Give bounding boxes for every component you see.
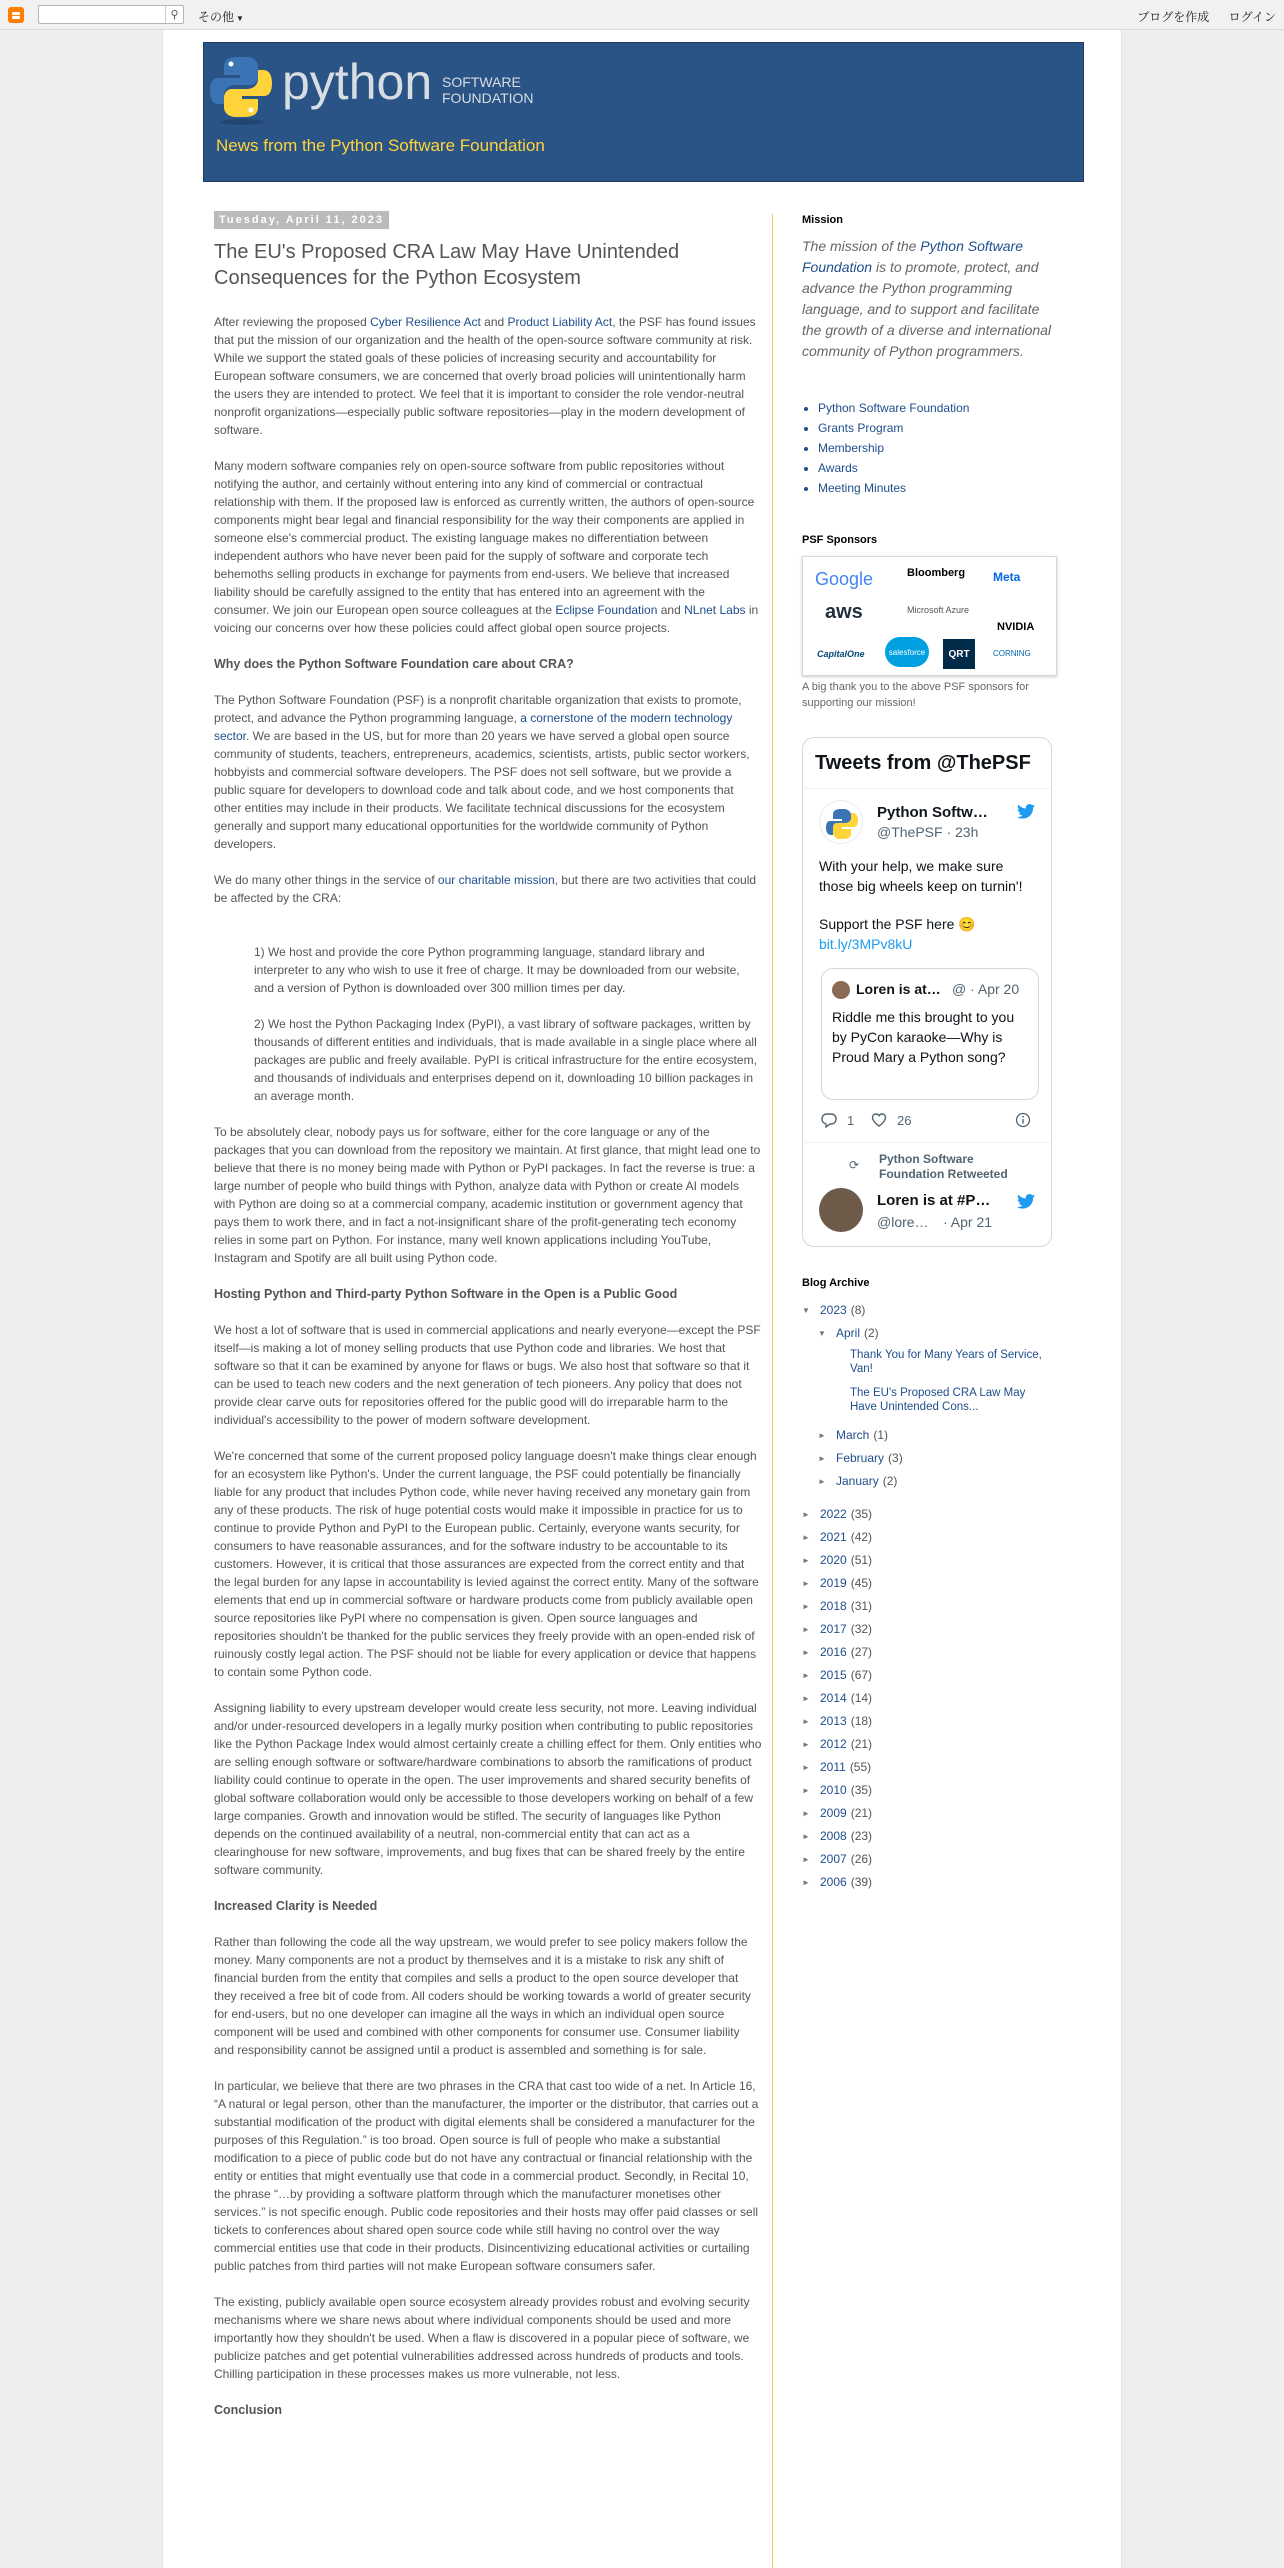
post-paragraph: In particular, we believe that there are two phrases in the CRA that cast too wide of a net. In Article 16, “A natural or legal person, other than the manufacturer, the importer or the distributor, that carries out a substantial modification of the product with digital elements shall be considered a manufacturer for the purposes of this Regulation.” is too broad. Open source is full of people who make a substantial modification to a piece of public code but do not have any contractual or financial relationship with the entity or entities that might eventually use that code in a commercial product. Secondly, in Recital 10, the phrase “…by providing a software platform through which the manufacturer monetises other services.” is not specific enough. Public code repositories and their hosts may offer paid classes or sell tickets to conferences about shared open source code while still having no control over the way commercial entities use that code in their products. Disincentivizing educational activities or curtailing public patches from third parties will not make European software consumers safer. (214, 2079, 759, 2273)
sponsor-corning: CORNING (993, 649, 1031, 658)
archive-month-march[interactable]: ► March (1) (802, 1424, 1052, 1447)
collapsed-toggle-icon[interactable]: ► (802, 1694, 810, 1703)
chevron-down-icon: ▼ (236, 14, 244, 23)
archive-year-count: (18) (850, 1714, 873, 1728)
sidebar-link-grants[interactable]: • Grants Program (818, 418, 1052, 438)
sponsor-google: Google (815, 569, 874, 589)
collapsed-toggle-icon[interactable]: ► (802, 1832, 810, 1841)
archive-year-count: (51) (850, 1553, 873, 1567)
python-logo-icon (210, 57, 272, 125)
more-menu-label: その他 (198, 10, 235, 24)
post-paragraph: Assigning liability to every upstream developer would create less security, not more. Leaving individual and/or under-resourced developers in a legally murky position when contributing to public repositories like the Python Package Index would almost certainly create a chilling effect for them. Only entities who are selling enough software or software/hardware combinations to absorb the ramifications of product liability could continue to operate in the open. The user improvements and shared security benefits of global software collaboration would only be accessible to those developers working on behalf of a few large companies. Growth and innovation would be stifled. The security of languages like Python depends on the continued availability of a neutral, non-commercial entity that can act as a clearinghouse for new software, improvements, and bug fixes that can be shared freely by the entire software community. (214, 1701, 762, 1877)
collapsed-toggle-icon[interactable]: ► (802, 1533, 810, 1542)
collapsed-toggle-icon[interactable]: ► (802, 1717, 810, 1726)
archive-year-2014[interactable] (802, 1687, 1052, 1710)
archive-years (802, 1503, 1052, 1894)
link-cornerstone[interactable]: a cornerstone of the modern technology sector (214, 711, 733, 743)
twitter-bird-icon[interactable] (1017, 1194, 1035, 1213)
post-paragraph: We're concerned that some of the current proposed policy language doesn't make things clear enough for an ecosystem like Python's. Under the current language, the PSF could potentially be financially liable for any product that includes Python code, while never having received any monetary gain from any of these products. The risk of huge potential costs would make it impossible in practice for us to continue to provide Python and PyPI to the European public. Certainly, everyone wants security, for consumers to have reasonable assurances, and for the software industry to be accountable to its customers. However, it is critical that those assurances are expected from the correct entity and that the legal burden for any lapse in accountability is levied against the correct entity. Many of the software elements that end up in commercial software or hardware products come from publicly available open source repositories like PyPI where no compensation is given. Open source languages and repositories shouldn't be thanked for the public services they freely provide with an open-ended risk of ruinously costly legal action. The PSF should not be liable for every application or device that happens to contain some Python code. (214, 1449, 759, 1679)
archive-year-2015[interactable] (802, 1664, 1052, 1687)
archive-year-link[interactable]: 2008 (820, 1829, 847, 1843)
retweet-icon: ⟳ (849, 1158, 860, 1172)
like-count: 26 (897, 1113, 912, 1128)
sponsor-aws: aws (825, 601, 863, 623)
collapsed-toggle-icon: ► (818, 1454, 826, 1463)
collapsed-toggle-icon[interactable]: ► (802, 1878, 810, 1887)
post-paragraph: To be absolutely clear, nobody pays us for software, either for the core language or any of the packages that you can download from the repository we maintain. At first glance, that might lead one to believe that there is no money being made with Python or PyPI packages. In fact the reverse is true: a large number of people who build things with Python, analyze data with Python or create AI models with Python are doing so at a commercial company, academic institution or government agency that pays them to work there, and in fact a not-insignificant share of the profit-generating tech economy relies in some part on Python. For instance, many well known applications including YouTube, Instagram and Spotify are all built using Python code. (214, 1125, 761, 1265)
archive-year-2011[interactable] (802, 1756, 1052, 1779)
post-blockquote (254, 925, 762, 1105)
archive-year-2021[interactable] (802, 1526, 1052, 1549)
collapsed-toggle-icon[interactable]: ► (802, 1579, 810, 1588)
post-paragraph: We do many other things in the service of our charitable mission, but there are two activities that could be affected by the CRA: (214, 873, 757, 905)
archive-year-link[interactable]: 2019 (820, 1576, 847, 1590)
tweet-author-name[interactable]: Python Softw… (877, 804, 988, 821)
sponsor-salesforce: salesforce (885, 637, 929, 667)
link-nlnet-labs[interactable]: NLnet Labs (684, 603, 746, 617)
archive-year-link[interactable]: 2021 (820, 1530, 847, 1544)
archive-year-2008[interactable] (802, 1825, 1052, 1848)
archive-year-link[interactable]: 2017 (820, 1622, 847, 1636)
logo-software-text: SOFTWARE (442, 74, 521, 90)
collapsed-toggle-icon[interactable]: ► (802, 1602, 810, 1611)
collapsed-toggle-icon[interactable]: ► (802, 1671, 810, 1680)
twitter-timeline[interactable] (802, 737, 1052, 1247)
post-body (214, 313, 762, 2419)
collapsed-toggle-icon: ► (818, 1477, 826, 1486)
expanded-toggle-icon: ▼ (818, 1329, 826, 1338)
blockquote-item: 1) We host and provide the core Python programming language, standard library and interpreter to any who wish to use it free of charge. It may be downloaded from our website, and a version of Python is downloaded over 300 million times per day. (254, 945, 740, 995)
archive-year-count: (14) (850, 1691, 873, 1705)
retweet-author-name[interactable]: Loren is at #P… (877, 1192, 991, 1209)
logo-python-text: python (282, 54, 433, 110)
collapsed-toggle-icon[interactable]: ► (802, 1763, 810, 1772)
archive-year-count: (45) (850, 1576, 873, 1590)
sidebar-link-psf[interactable]: • Python Software Foundation (818, 398, 1052, 418)
archive-year-2013[interactable] (802, 1710, 1052, 1733)
archive-year-count: (39) (850, 1875, 873, 1889)
archive-month-january[interactable]: ► January (2) (802, 1470, 1052, 1493)
archive-year-link[interactable]: 2006 (820, 1875, 847, 1889)
twitter-bird-icon[interactable] (1017, 804, 1035, 823)
logo-foundation-text: FOUNDATION (442, 90, 534, 106)
link-psf[interactable]: Python Software Foundation (802, 238, 1024, 275)
quoted-meta: @ · Apr 20 (952, 981, 1020, 997)
archive-year-2016[interactable] (802, 1641, 1052, 1664)
post-subheading: Increased Clarity is Needed (214, 1899, 378, 1913)
reply-icon[interactable] (821, 1112, 837, 1131)
archive-year-count: (35) (850, 1507, 873, 1521)
collapsed-toggle-icon: ► (818, 1431, 826, 1440)
psf-avatar[interactable] (819, 800, 863, 844)
heart-icon[interactable] (871, 1112, 887, 1131)
archive-year-link[interactable]: 2013 (820, 1714, 847, 1728)
retweeted-label: Python Software Foundation Retweeted (879, 1152, 1008, 1181)
archive-year-count: (21) (850, 1806, 873, 1820)
sponsor-capital-one: CapitalOne (817, 649, 865, 659)
tweet-text-2: Support the PSF here 😊 (819, 916, 976, 932)
login-link[interactable]: ログイン (1228, 10, 1276, 24)
archive-title: Blog Archive (802, 1277, 870, 1289)
archive-year-2007[interactable] (802, 1848, 1052, 1871)
column-divider (772, 214, 773, 2568)
post-subheading: Conclusion (214, 2403, 283, 2417)
post-date: Tuesday, April 11, 2023 (214, 211, 389, 229)
create-blog-link[interactable]: ブログを作成 (1137, 10, 1210, 24)
collapsed-toggle-icon[interactable]: ► (802, 1740, 810, 1749)
post-paragraph: The Python Software Foundation (PSF) is a nonprofit charitable organization that exists to promote, protect, and advance the Python programming language, a cornerstone of the modern technology sector. We are based in the US, but for more than 20 years we have served a global open source community of students, teachers, entrepreneurs, academics, scientists, artists, public sector workers, hobbyists and commercial software developers. The PSF does not sell software, but we provide a public square for developers to download code and talk about code, and we host components that other entities may include in their products. We facilitate technical discussions for the ecosystem generally and support many educational opportunities for the worldwide community of Python developers. (214, 693, 750, 851)
tweet-link[interactable]: bit.ly/3MPv8kU (819, 936, 913, 952)
sponsor-nvidia: NVIDIA (997, 621, 1035, 633)
link-eclipse-foundation[interactable]: Eclipse Foundation (555, 603, 658, 617)
sponsors-title: PSF Sponsors (802, 534, 878, 546)
archive-year-count: (67) (850, 1668, 873, 1682)
archive-year-count: (27) (850, 1645, 873, 1659)
psf-logo[interactable] (210, 47, 570, 127)
archive-year-link[interactable]: 2011 (820, 1760, 846, 1774)
collapsed-toggle-icon[interactable]: ► (802, 1786, 810, 1795)
blockquote-item: 2) We host the Python Packaging Index (PyPI), a vast library of software packages, written by thousands of different entities and individuals, that is made available in a single place where all packages are public and freely available. PyPI is critical infrastructure for the entire ecosystem, and thousands of individuals and enterprises depend on it, downloading 10 billion packages in an average month. (254, 1017, 757, 1103)
blog-header (203, 42, 1084, 182)
retweet-date: · Apr 21 (943, 1214, 993, 1230)
post-subheading: Why does the Python Software Foundation care about CRA? (214, 657, 574, 671)
info-icon[interactable] (1015, 1112, 1031, 1131)
quoted-text: Riddle me this brought to you by PyCon karaoke—Why is Proud Mary a Python song? (832, 1009, 1015, 1065)
archive-year-link[interactable]: 2016 (820, 1645, 847, 1659)
archive-year-count: (35) (850, 1783, 873, 1797)
archive-year-link[interactable]: 2009 (820, 1806, 847, 1820)
archive-year-link[interactable]: 2015 (820, 1668, 847, 1682)
blogger-logo-icon[interactable] (8, 7, 24, 23)
expanded-toggle-icon: ▼ (802, 1306, 810, 1315)
collapsed-toggle-icon[interactable]: ► (802, 1510, 810, 1519)
archive-year-count: (26) (850, 1852, 873, 1866)
post-paragraph: We host a lot of software that is used in commercial applications and nearly everyone—except the PSF itself—is making a lot of money selling products that use Python code and libraries. We host that software so that it can be examined by anyone for flaws or bugs. We also host that software so that it can be used to teach new coders and the next generation of tech pioneers. Any policy that does not provide clear carve outs for repositories offered for the public good will do irreparable harm to the individual's accessibility to the power of modern software development. (214, 1323, 761, 1427)
link-product-liability-act[interactable]: Product Liability Act (507, 315, 613, 329)
archive-year-count: (55) (849, 1760, 872, 1774)
blog-archive (802, 1299, 1052, 1894)
sidebar (802, 214, 1052, 1894)
mission-title: Mission (802, 214, 843, 226)
archive-year-link[interactable]: 2018 (820, 1599, 847, 1613)
mission-text: The mission of the Python Software Foundation is to promote, protect, and advance the Python programming language, and to support and facilitate the growth of a diverse and international community of Python programmers. (802, 238, 1052, 359)
sponsor-meta: Meta (993, 570, 1021, 584)
tweet-author-handle[interactable]: @ThePSF · 23h (877, 824, 979, 840)
post-paragraph: The existing, publicly available open source ecosystem already provides robust and evolving security mechanisms where we share news about where individual components should be used and more importantly how they shouldn't be used. When a flaw is discovered in a popular piece of software, we publicize patches and get potential vulnerabilities addressed across hundreds of products and tools. Chilling participation in these processes makes us more vulnerable, not less. (214, 2295, 750, 2381)
post-title[interactable]: The EU's Proposed CRA Law May Have Unintended Consequences for the Python Ecosystem (214, 241, 680, 289)
archive-year-count: (42) (850, 1530, 873, 1544)
search-input[interactable] (38, 5, 184, 24)
archive-year-2022[interactable] (802, 1503, 1052, 1526)
archive-year-2019[interactable] (802, 1572, 1052, 1595)
archive-year-count: (23) (850, 1829, 873, 1843)
twitter-title[interactable]: Tweets from @ThePSF (815, 752, 1031, 774)
collapsed-toggle-icon[interactable]: ► (802, 1625, 810, 1634)
search-icon[interactable]: ⚲ (165, 6, 183, 23)
archive-year-link[interactable]: 2014 (820, 1691, 847, 1705)
collapsed-toggle-icon[interactable]: ► (802, 1556, 810, 1565)
sidebar-link-membership[interactable]: • Membership (818, 438, 1052, 458)
post-paragraph: Many modern software companies rely on open-source software from public repositories without notifying the author, and certainly without entering into any kind of commercial or contractual relationship with them. If the proposed law is enforced as currently written, the authors of open-source components might bear legal and financial responsibility for the way their components are applied in someone else's commercial product. The existing language makes no differentiation between independent authors who have never been paid for the supply of software and corporate tech behemoths selling products in exchange for payments from end-users. We believe that increased liability should be carefully assigned to the entity that has entered into an agreement with the consumer. We join our European open source colleagues at the Eclipse Foundation and NLnet Labs in voicing our concerns over how these policies could affect global open source projects. (214, 459, 759, 635)
sponsor-bloomberg: Bloomberg (907, 567, 966, 579)
archive-year-count: (31) (850, 1599, 873, 1613)
retweet-author-avatar[interactable] (819, 1188, 863, 1232)
archive-year-2020[interactable] (802, 1549, 1052, 1572)
blog-description: News from the Python Software Foundation (216, 136, 545, 155)
archive-post-link[interactable]: The EU's Proposed CRA Law May Have Unintended Cons... (850, 1387, 1026, 1413)
quoted-avatar (832, 981, 850, 999)
archive-year-link[interactable]: 2007 (820, 1852, 847, 1866)
archive-year-2017[interactable] (802, 1618, 1052, 1641)
archive-year-count: (32) (850, 1622, 873, 1636)
collapsed-toggle-icon[interactable]: ► (802, 1855, 810, 1864)
sidebar-link-awards[interactable]: • Awards (818, 458, 1052, 478)
link-cyber-resilience-act[interactable]: Cyber Resilience Act (370, 315, 481, 329)
link-charitable-mission[interactable]: our charitable mission (437, 873, 555, 887)
archive-year-link[interactable]: 2022 (820, 1507, 847, 1521)
sidebar-link-minutes[interactable]: • Meeting Minutes (818, 478, 1052, 498)
tweet-text: With your help, we make sure those big wheels keep on turnin'! (819, 858, 1023, 894)
main-column (214, 210, 762, 2437)
collapsed-toggle-icon[interactable]: ► (802, 1648, 810, 1657)
archive-month-april[interactable]: ▼ April (2) (802, 1322, 1052, 1345)
archive-post-link[interactable]: Thank You for Many Years of Service, Van! (850, 1349, 1042, 1375)
sponsors-image[interactable] (802, 556, 1057, 676)
post-paragraph: Rather than following the code all the way upstream, we would prefer to see policy makers follow the money. Many components are not a product by themselves and it is a mistake to risk any shift of financial burden from the entity that compiles and sells a product to the open source developer that they received a free bit of code from. All coders should be working towards a world of greater security for end-users, but no one developer can imagine all the ways in which an individual open source component will be used and combined with other components for consumer use. Consumer liability and responsibility cannot be assigned until a product is assembled and something is for sale. (214, 1935, 751, 2057)
archive-year-2012[interactable] (802, 1733, 1052, 1756)
sidebar-links (802, 398, 1052, 498)
archive-year-2006[interactable] (802, 1871, 1052, 1894)
page-outer (162, 30, 1122, 2568)
post-paragraph: After reviewing the proposed Cyber Resilience Act and Product Liability Act, the PSF has found issues that put the mission of our organization and the health of the open-source software community at risk. While we support the stated goals of these policies of increasing security and accountability for European software consumers, we are concerned that overly broad policies will unintentionally harm the users they are intended to protect. We feel that it is important to consider the role vendor-neutral nonprofit organizations—especially public software repositories—play in the modern development of software. (214, 315, 756, 437)
more-menu[interactable] (198, 8, 244, 25)
collapsed-toggle-icon[interactable]: ► (802, 1809, 810, 1818)
archive-year-2009[interactable] (802, 1802, 1052, 1825)
blogger-navbar (0, 0, 1284, 30)
sponsor-microsoft-azure: Microsoft Azure (907, 605, 970, 615)
sponsor-qrt: QRT (943, 639, 975, 669)
archive-year-count: (21) (850, 1737, 873, 1751)
retweet-author-handle[interactable]: @lore… (877, 1214, 929, 1230)
archive-year-link[interactable]: 2012 (820, 1737, 847, 1751)
archive-month-february[interactable]: ► February (3) (802, 1447, 1052, 1470)
post-subheading: Hosting Python and Third-party Python Software in the Open is a Public Good (214, 1287, 678, 1301)
archive-year-2010[interactable] (802, 1779, 1052, 1802)
reply-count: 1 (847, 1113, 855, 1128)
archive-year-2023[interactable]: ▼ 2023 (8) (802, 1299, 1052, 1322)
quoted-author-name: Loren is at… (856, 981, 941, 997)
archive-year-link[interactable]: 2020 (820, 1553, 847, 1567)
archive-year-2018[interactable] (802, 1595, 1052, 1618)
quoted-tweet[interactable] (821, 968, 1039, 1100)
sponsors-caption: A big thank you to the above PSF sponsors for supporting our mission! (802, 681, 1029, 709)
archive-year-link[interactable]: 2010 (820, 1783, 847, 1797)
